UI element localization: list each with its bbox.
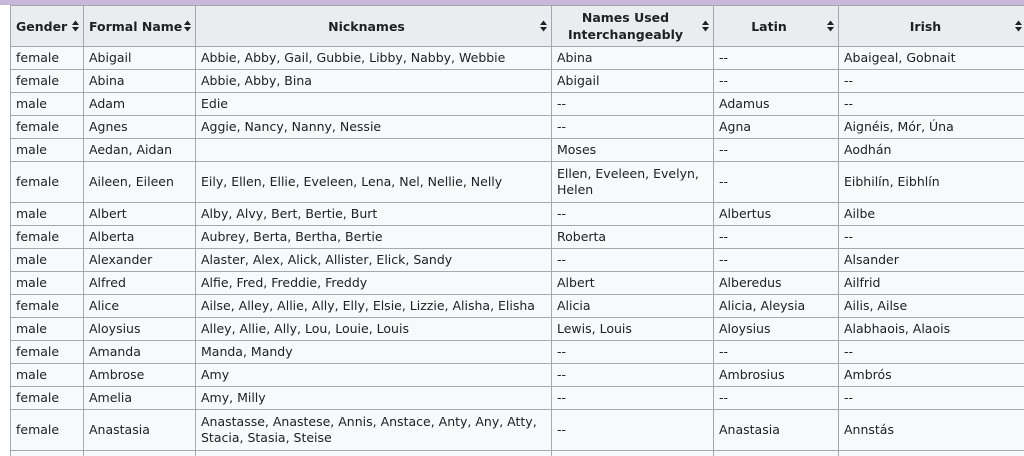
column-header-irish[interactable] (839, 6, 1024, 47)
gender-cell: female (11, 410, 84, 451)
table-row (11, 70, 1024, 93)
latin-cell: -- (714, 249, 839, 272)
interchangeable-names-cell: -- (552, 93, 714, 116)
table-row (11, 139, 1024, 162)
gender-cell: female (11, 70, 84, 93)
latin-cell: Alicia, Aleysia (714, 295, 839, 318)
table-row (11, 203, 1024, 226)
nicknames-cell: Alley, Allie, Ally, Lou, Louie, Louis (196, 318, 552, 341)
table-row (11, 295, 1024, 318)
sort-icon[interactable] (184, 21, 191, 32)
column-header-formal-name[interactable] (84, 6, 196, 47)
nicknames-cell (196, 451, 552, 456)
table-body (11, 47, 1024, 456)
gender-cell: female (11, 116, 84, 139)
table-row (11, 162, 1024, 203)
formal-name-cell: Adam (84, 93, 196, 116)
sort-icon[interactable] (1015, 21, 1022, 32)
interchangeable-names-cell: -- (552, 249, 714, 272)
latin-cell: -- (714, 47, 839, 70)
gender-cell: male (11, 203, 84, 226)
interchangeable-names-cell: -- (552, 341, 714, 364)
nicknames-cell: Aubrey, Berta, Bertha, Bertie (196, 226, 552, 249)
column-header-nicknames[interactable] (196, 6, 552, 47)
gender-cell: female (11, 295, 84, 318)
gender-cell: female (11, 341, 84, 364)
column-header-label: Formal Name (89, 18, 183, 34)
table-row (11, 341, 1024, 364)
column-header-label: Names Used Interchangeably (567, 10, 684, 42)
table-row (11, 249, 1024, 272)
gender-cell: male (11, 272, 84, 295)
column-header-label: Irish (909, 18, 942, 34)
nicknames-cell: Aggie, Nancy, Nanny, Nessie (196, 116, 552, 139)
formal-name-cell: Abina (84, 70, 196, 93)
interchangeable-names-cell: Abigail (552, 70, 714, 93)
sort-icon[interactable] (702, 21, 709, 32)
formal-name-cell: Albert (84, 203, 196, 226)
irish-cell: Abaigeal, Gobnait (839, 47, 1024, 70)
formal-name-cell: Amanda (84, 341, 196, 364)
table-row (11, 410, 1024, 451)
irish-cell: -- (839, 226, 1024, 249)
latin-cell: -- (714, 226, 839, 249)
latin-cell: Ambrosius (714, 364, 839, 387)
irish-cell: -- (839, 387, 1024, 410)
interchangeable-names-cell (552, 451, 714, 456)
table-row (11, 364, 1024, 387)
interchangeable-names-cell: -- (552, 410, 714, 451)
interchangeable-names-cell: Abina (552, 47, 714, 70)
latin-cell: -- (714, 139, 839, 162)
table-row (11, 451, 1024, 456)
irish-cell: -- (839, 341, 1024, 364)
latin-cell: Adamus (714, 93, 839, 116)
formal-name-cell: Alice (84, 295, 196, 318)
irish-cell: -- (839, 93, 1024, 116)
interchangeable-names-cell: Ellen, Eveleen, Evelyn, Helen (552, 162, 714, 203)
nicknames-cell: Eily, Ellen, Ellie, Eveleen, Lena, Nel, Nellie, Nelly (196, 162, 552, 203)
latin-cell: -- (714, 70, 839, 93)
gender-cell: female (11, 387, 84, 410)
formal-name-cell: Anastasia (84, 410, 196, 451)
table-row (11, 93, 1024, 116)
latin-cell (714, 451, 839, 456)
nicknames-cell: Alfie, Fred, Freddie, Freddy (196, 272, 552, 295)
interchangeable-names-cell: -- (552, 203, 714, 226)
nicknames-cell: Amy (196, 364, 552, 387)
interchangeable-names-cell: Albert (552, 272, 714, 295)
column-header-label: Gender (16, 18, 68, 34)
gender-cell: male (11, 139, 84, 162)
irish-cell (839, 451, 1024, 456)
gender-cell: female (11, 226, 84, 249)
header-row (11, 6, 1024, 47)
sort-icon[interactable] (827, 21, 834, 32)
formal-name-cell: Amelia (84, 387, 196, 410)
irish-cell: Ambrós (839, 364, 1024, 387)
table-row (11, 116, 1024, 139)
nicknames-cell: Edie (196, 93, 552, 116)
column-header-label: Latin (751, 18, 787, 34)
formal-name-cell: Alberta (84, 226, 196, 249)
nicknames-cell: Amy, Milly (196, 387, 552, 410)
gender-cell: female (11, 47, 84, 70)
nicknames-cell: Manda, Mandy (196, 341, 552, 364)
formal-name-cell: Agnes (84, 116, 196, 139)
names-table (10, 5, 1024, 456)
irish-cell: Aodhán (839, 139, 1024, 162)
formal-name-cell: Alfred (84, 272, 196, 295)
interchangeable-names-cell: Alicia (552, 295, 714, 318)
formal-name-cell (84, 451, 196, 456)
nicknames-cell (196, 139, 552, 162)
irish-cell: Aignéis, Mór, Úna (839, 116, 1024, 139)
gender-cell: male (11, 318, 84, 341)
interchangeable-names-cell: Roberta (552, 226, 714, 249)
nicknames-cell: Anastasse, Anastese, Annis, Anstace, Anty, Any, Atty, Stacia, Stasia, Steise (196, 410, 552, 451)
interchangeable-names-cell: -- (552, 116, 714, 139)
latin-cell: -- (714, 387, 839, 410)
irish-cell: Eibhilín, Eibhlín (839, 162, 1024, 203)
column-header-gender[interactable] (11, 6, 84, 47)
formal-name-cell: Aloysius (84, 318, 196, 341)
gender-cell: male (11, 93, 84, 116)
table-row (11, 318, 1024, 341)
table-row (11, 226, 1024, 249)
sort-icon[interactable] (72, 21, 79, 32)
gender-cell: female (11, 162, 84, 203)
irish-cell: -- (839, 70, 1024, 93)
irish-cell: Ailis, Ailse (839, 295, 1024, 318)
gender-cell: male (11, 249, 84, 272)
irish-cell: Alabhaois, Alaois (839, 318, 1024, 341)
interchangeable-names-cell: -- (552, 364, 714, 387)
gender-cell: male (11, 364, 84, 387)
formal-name-cell: Alexander (84, 249, 196, 272)
formal-name-cell: Aileen, Eileen (84, 162, 196, 203)
nicknames-cell: Alaster, Alex, Alick, Allister, Elick, Sandy (196, 249, 552, 272)
irish-cell: Alsander (839, 249, 1024, 272)
irish-cell: Annstás (839, 410, 1024, 451)
nicknames-cell: Abbie, Abby, Bina (196, 70, 552, 93)
latin-cell: -- (714, 162, 839, 203)
latin-cell: Albertus (714, 203, 839, 226)
table-row (11, 387, 1024, 410)
irish-cell: Ailfrid (839, 272, 1024, 295)
nicknames-cell: Abbie, Abby, Gail, Gubbie, Libby, Nabby, Webbie (196, 47, 552, 70)
irish-cell: Ailbe (839, 203, 1024, 226)
latin-cell: Alberedus (714, 272, 839, 295)
latin-cell: Agna (714, 116, 839, 139)
table-row (11, 272, 1024, 295)
latin-cell: -- (714, 341, 839, 364)
gender-cell (11, 451, 84, 456)
latin-cell: Aloysius (714, 318, 839, 341)
table-row (11, 47, 1024, 70)
latin-cell: Anastasia (714, 410, 839, 451)
column-header-names-used-interchangeably[interactable] (552, 6, 714, 47)
interchangeable-names-cell: -- (552, 387, 714, 410)
formal-name-cell: Ambrose (84, 364, 196, 387)
sort-icon[interactable] (540, 21, 547, 32)
interchangeable-names-cell: Moses (552, 139, 714, 162)
interchangeable-names-cell: Lewis, Louis (552, 318, 714, 341)
nicknames-cell: Alby, Alvy, Bert, Bertie, Burt (196, 203, 552, 226)
nicknames-cell: Ailse, Alley, Allie, Ally, Elly, Elsie, Lizzie, Alisha, Elisha (196, 295, 552, 318)
formal-name-cell: Aedan, Aidan (84, 139, 196, 162)
formal-name-cell: Abigail (84, 47, 196, 70)
column-header-label: Nicknames (328, 18, 405, 34)
column-header-latin[interactable] (714, 6, 839, 47)
